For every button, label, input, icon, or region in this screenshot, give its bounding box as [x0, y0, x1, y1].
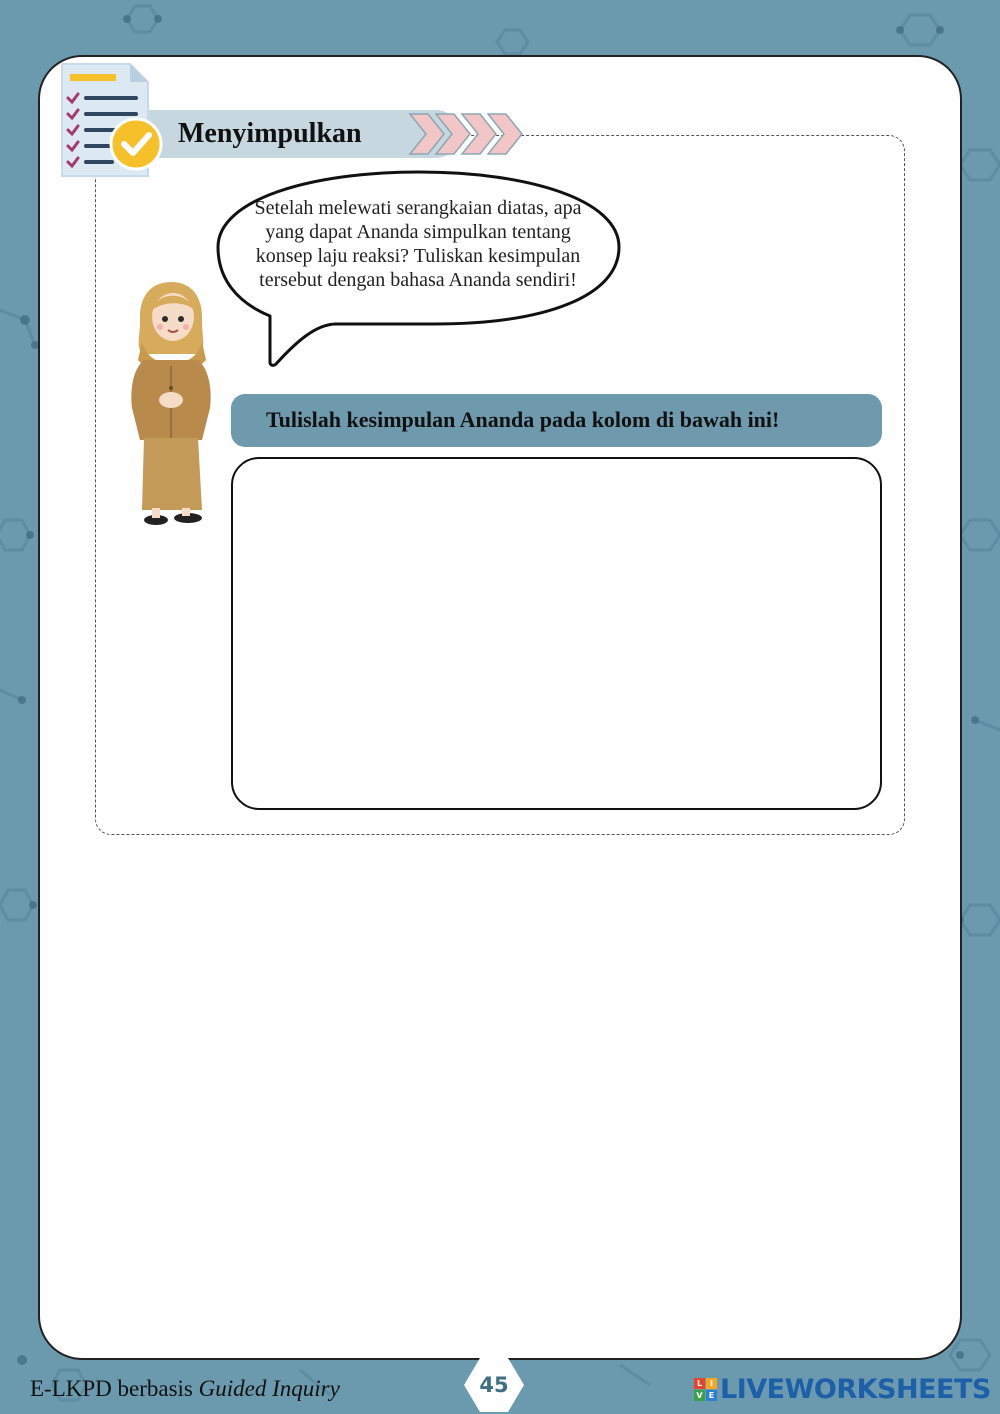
logo-square-letter: I [706, 1378, 717, 1389]
footer-prefix: E-LKPD berbasis [30, 1376, 199, 1401]
speech-line: konsep laju reaksi? Tuliskan kesimpulan [255, 245, 581, 267]
footer-caption [30, 1374, 340, 1404]
instruction-text: Tulislah kesimpulan Ananda pada kolom di bawah ini! [266, 407, 780, 432]
check-badge-icon [111, 119, 161, 169]
teacher-illustration [126, 280, 216, 532]
logo-square-letter: V [694, 1390, 705, 1401]
footer-italic: Guided Inquiry [198, 1376, 340, 1401]
chevron-arrows-icon [408, 112, 528, 156]
liveworksheets-logo[interactable] [694, 1374, 991, 1404]
instruction-bar [231, 394, 882, 447]
section-title: Menyimpulkan [178, 118, 362, 149]
logo-square-letter: L [694, 1378, 705, 1389]
page-number: 45 [479, 1373, 509, 1397]
liveworksheets-logo-text: LIVEWORKSHEETS [720, 1373, 991, 1405]
speech-line: Setelah melewati serangkaian diatas, apa [254, 197, 582, 219]
speech-line: yang dapat Ananda simpulkan tentang [265, 221, 571, 243]
speech-line: tersebut dengan bahasa Ananda sendiri! [259, 269, 577, 291]
logo-square-letter: E [706, 1390, 717, 1401]
conclusion-answer-box[interactable] [231, 457, 882, 810]
checklist-icon [56, 60, 166, 182]
speech-bubble-text [240, 196, 596, 292]
liveworksheets-logo-squares [694, 1378, 717, 1401]
